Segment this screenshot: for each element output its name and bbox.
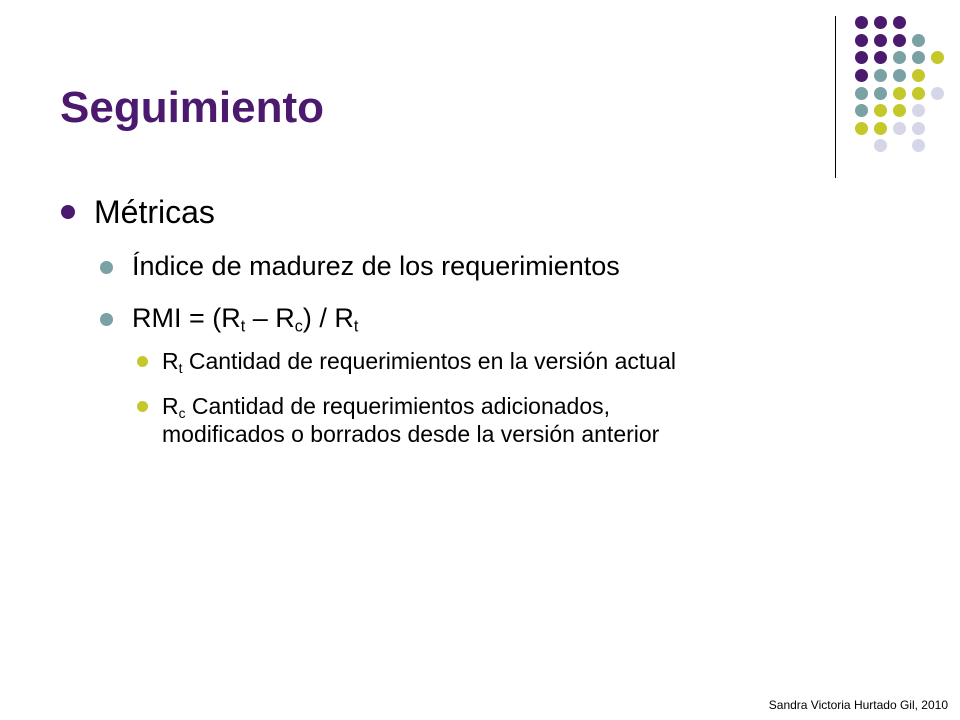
- bullet-rc-definition: [162, 392, 659, 448]
- rt-text: Cantidad de requerimientos en la versión actual: [182, 348, 676, 374]
- decorative-dot: [874, 139, 887, 152]
- decorative-dot: [893, 87, 906, 100]
- decorative-dot: [912, 104, 925, 117]
- bullet-metricas: [94, 193, 215, 231]
- bullet-rmi-formula: [132, 302, 358, 334]
- decorative-dot: [912, 34, 925, 47]
- decorative-dot: [855, 34, 868, 47]
- rt-sub: t: [178, 360, 183, 376]
- decorative-dot: [893, 69, 906, 82]
- formula-sub-c: c: [294, 317, 303, 336]
- decorative-dot: [855, 122, 868, 135]
- decorative-dot: [874, 34, 887, 47]
- decorative-dot: [855, 87, 868, 100]
- bullet-level3-b: [137, 401, 148, 412]
- decorative-dot: [874, 122, 887, 135]
- vertical-divider: [835, 16, 836, 178]
- rt-letter: R: [162, 348, 179, 374]
- decorative-dot: [893, 16, 906, 29]
- bullet-metricas-text: Métricas: [94, 194, 215, 230]
- formula-mid1: – R: [245, 303, 295, 333]
- decorative-dot: [855, 104, 868, 117]
- decorative-dot: [912, 122, 925, 135]
- decorative-dot: [931, 51, 944, 64]
- bullet-rt-definition: [162, 347, 676, 375]
- bullet-indice-madurez: [132, 250, 620, 282]
- decorative-dot: [893, 104, 906, 117]
- decorative-dot: [912, 139, 925, 152]
- decorative-dot: [912, 51, 925, 64]
- bullet-level1: [61, 205, 75, 219]
- rc-line1: [162, 392, 659, 420]
- formula-sub-t2: t: [353, 317, 359, 336]
- bullet-level2-b: [100, 313, 113, 326]
- decorative-dot: [855, 69, 868, 82]
- rc-text-line1: Cantidad de requerimientos adicionados,: [185, 393, 611, 419]
- decorative-dot: [874, 16, 887, 29]
- rc-sub: c: [178, 405, 186, 421]
- decorative-dot: [893, 51, 906, 64]
- decorative-dot: [855, 16, 868, 29]
- decorative-dot: [874, 87, 887, 100]
- decorative-dot: [874, 51, 887, 64]
- decorative-dot: [855, 51, 868, 64]
- decorative-dot: [893, 34, 906, 47]
- bullet-indice-madurez-text: Índice de madurez de los requerimientos: [132, 251, 620, 281]
- decorative-dot: [912, 69, 925, 82]
- slide-title: Seguimiento: [60, 83, 325, 132]
- bullet-level2-a: [100, 261, 113, 274]
- formula-mid2: ) / R: [302, 303, 354, 333]
- decorative-dot: [931, 87, 944, 100]
- decorative-dot: [874, 104, 887, 117]
- formula-sub-t1: t: [240, 317, 246, 336]
- rc-text-line2: modificados o borrados desde la versión anterior: [162, 421, 660, 447]
- bullet-level3-a: [137, 356, 148, 367]
- formula-prefix: RMI = (R: [132, 303, 241, 333]
- decorative-dot: [912, 87, 925, 100]
- decorative-dot: [893, 122, 906, 135]
- footer-credit: Sandra Victoria Hurtado Gil, 2010: [768, 698, 948, 712]
- decorative-dot: [874, 69, 887, 82]
- rc-letter: R: [162, 393, 179, 419]
